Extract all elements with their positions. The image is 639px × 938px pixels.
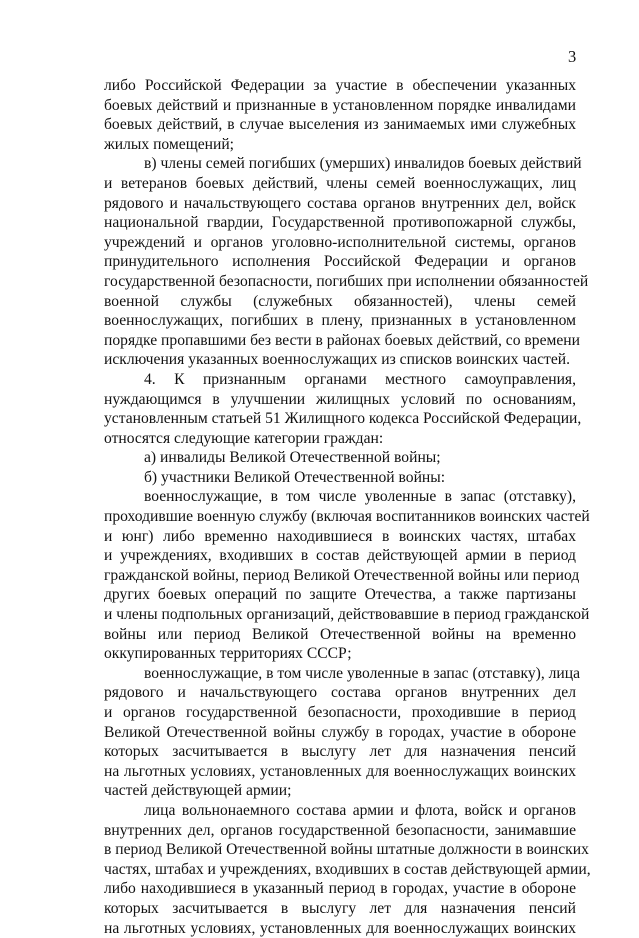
text-line: порядке пропавшими без вести в районах боевых действий, со времени xyxy=(104,331,580,349)
text-line: государственной безопасности, погибших при исполнении обязанностей xyxy=(104,272,589,290)
text-line: частях, штабах и учреждениях, входивших в состав действующей армии, xyxy=(104,860,591,878)
text-line: относятся следующие категории граждан: xyxy=(104,429,384,447)
text-line: б) участники Великой Отечественной войны: xyxy=(144,468,446,486)
text-line: принудительного исполнения Российской Федерации и органов xyxy=(104,253,576,271)
text-line: нуждающимся в улучшении жилищных условий по основаниям, xyxy=(104,390,576,408)
text-line: в) члены семей погибших (умерших) инвалидов боевых действий xyxy=(144,155,582,173)
text-line: и органов государственной безопасности, проходившие в период xyxy=(104,704,576,721)
text-line: и юнг) либо временно находившиеся в воинских частях, штабах xyxy=(104,527,576,545)
text-line: других боевых операций по защите Отечества, а также партизаны xyxy=(104,586,576,604)
text-line: 4. К признанным органами местного самоуправления, xyxy=(144,370,576,388)
text-line: которых засчитывается в выслугу лет для назначения пенсий xyxy=(104,743,576,761)
text-line: а) инвалиды Великой Отечественной войны; xyxy=(144,449,441,467)
text-line: и ветеранов боевых действий, члены семей военнослужащих, лиц xyxy=(104,174,576,192)
text-line: Великой Отечественной войны службу в городах, участие в обороне xyxy=(104,723,576,741)
text-line: которых засчитывается в выслугу лет для назначения пенсий xyxy=(104,899,576,917)
text-line: национальной гвардии, Государственной противопожарной службы, xyxy=(104,214,576,232)
text-line: оккупированных территориях СССР; xyxy=(104,645,352,663)
text-line: гражданской войны, период Великой Отечественной войны или период xyxy=(104,566,580,584)
text-line: либо находившиеся в указанный период в городах, участие в обороне xyxy=(104,880,576,898)
text-line: либо Российской Федерации за участие в обеспечении указанных xyxy=(104,77,576,94)
text-line: установленным статьей 51 Жилищного кодекса Российской Федерации, xyxy=(104,410,582,428)
text-line: рядового и начальствующего состава органов внутренних дел, войск xyxy=(104,194,576,212)
text-line: и члены подпольных организаций, действовавшие в период гражданской xyxy=(104,606,590,624)
text-line: учреждений и органов уголовно-исполнительной системы, органов xyxy=(104,233,576,251)
text-line: на льготных условиях, установленных для военнослужащих воинских xyxy=(104,919,576,937)
text-line: на льготных условиях, установленных для военнослужащих воинских xyxy=(104,762,576,780)
text-line: в период Великой Отечественной войны штатные должности в воинских xyxy=(104,841,589,859)
text-line: исключения указанных военнослужащих из списков воинских частей. xyxy=(104,351,571,369)
text-line: военной службы (служебных обязанностей), члены семей xyxy=(104,292,576,310)
text-line: лица вольнонаемного состава армии и флота, войск и органов xyxy=(144,801,576,819)
text-line: рядового и начальствующего состава органов внутренних дел xyxy=(104,684,576,702)
text-line: военнослужащие, в том числе уволенные в запас (отставку), лица xyxy=(144,664,581,682)
text-line: жилых помещений; xyxy=(104,135,235,153)
text-line: войны или период Великой Отечественной войны на временно xyxy=(104,625,576,643)
document-body xyxy=(104,76,591,938)
text-line: частей действующей армии; xyxy=(104,782,292,800)
text-line: боевых действий и признанные в установленном порядке инвалидами xyxy=(104,96,576,114)
page-number: 3 xyxy=(568,47,577,66)
text-line: военнослужащих, погибших в плену, признанных в установленном xyxy=(104,312,576,330)
text-line: проходившие военную службу (включая воспитанников воинских частей xyxy=(104,508,590,526)
text-line: и учреждениях, входивших в состав действующей армии в период xyxy=(104,547,576,565)
text-line: внутренних дел, органов государственной безопасности, занимавшие xyxy=(104,821,576,839)
text-line: военнослужащие, в том числе уволенные в запас (отставку), xyxy=(144,488,576,506)
text-line: боевых действий, в случае выселения из занимаемых ими служебных xyxy=(104,116,576,134)
